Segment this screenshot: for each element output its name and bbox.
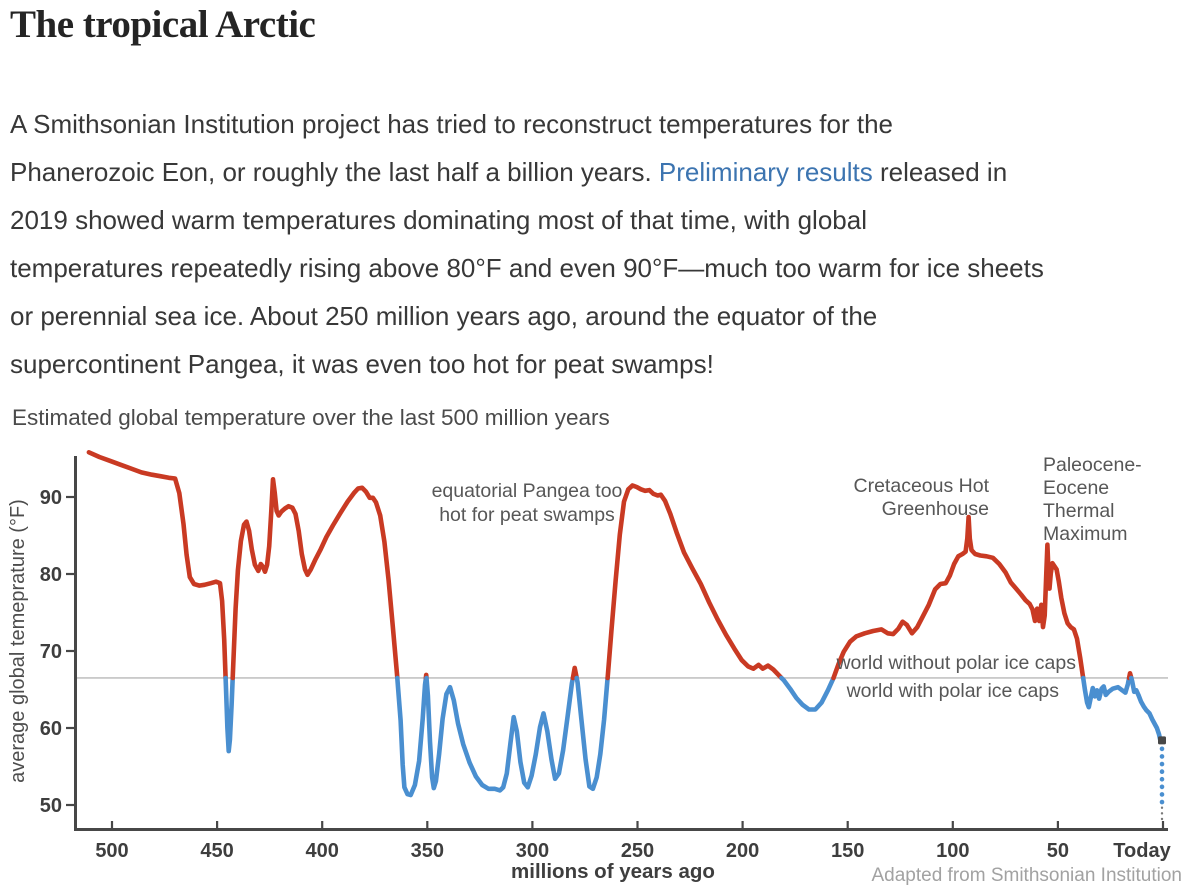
temperature-curve-warm-segment	[608, 486, 782, 679]
y-tick-label: 70	[39, 641, 62, 663]
temperature-curve-cool-segment	[226, 678, 233, 751]
temperature-curve-cool-segment	[427, 678, 573, 790]
temperature-curve-warm-segment	[89, 452, 226, 678]
x-axis-label: millions of years ago	[511, 860, 715, 883]
paragraph-text: supercontinent Pangea, it was even too hot for peat swamps!	[10, 349, 714, 379]
annotation-petm: Paleocene-Eocene Thermal Maximum	[1043, 454, 1142, 545]
paragraph-line	[10, 100, 1185, 148]
annotation-no-ice-caps: world without polar ice caps	[836, 652, 1076, 674]
x-tick-label: 50	[1046, 840, 1070, 862]
paragraph-text: temperatures repeatedly rising above 80°F and even 90°F—much too warm for ice sheets	[10, 253, 1044, 283]
x-tick-label: 500	[95, 840, 129, 862]
temperature-curve-cool-segment	[1083, 678, 1129, 707]
temperature-curve-cool-segment	[1131, 678, 1160, 741]
temperature-curve-cool-segment	[397, 678, 426, 795]
page-title: The tropical Arctic	[10, 3, 316, 46]
preliminary-results-link[interactable]: Preliminary results	[658, 157, 873, 187]
y-tick-label: 50	[39, 795, 62, 817]
attribution: Adapted from Smithsonian Institution	[871, 865, 1182, 886]
paragraph-line	[10, 340, 1185, 388]
intro-paragraph	[10, 100, 1185, 388]
annotation-pangea: equatorial Pangea too hot for peat swamps	[431, 480, 623, 526]
x-tick-label: 200	[725, 840, 760, 862]
x-tick-label: 250	[620, 840, 655, 862]
x-tick-label: 350	[410, 840, 444, 862]
y-tick-label: 90	[39, 487, 62, 509]
y-axis-label: average global temeprature (°F)	[7, 499, 29, 783]
paragraph-line	[10, 196, 1185, 244]
temperature-curve-cool-segment	[782, 678, 834, 710]
x-tick-label: 400	[305, 840, 339, 862]
paragraph-line	[10, 244, 1185, 292]
paragraph-text: Phanerozoic Eon, or roughly the last half a billion years.	[10, 157, 659, 187]
annotation-ice-caps: world with polar ice caps	[846, 680, 1059, 702]
paragraph-text: or perennial sea ice. About 250 million years ago, around the equator of the	[10, 301, 878, 331]
temperature-curve-cool-segment	[577, 678, 608, 789]
paragraph-line	[10, 292, 1185, 340]
x-tick-label: 150	[831, 840, 865, 862]
paragraph-text: 2019 showed warm temperatures dominating most of that time, with global	[10, 205, 867, 235]
paragraph-text: A Smithsonian Institution project has tried to reconstruct temperatures for the	[10, 109, 893, 139]
temperature-chart-canvas	[0, 432, 1185, 893]
y-tick-label: 80	[39, 564, 62, 586]
x-tick-label: 300	[515, 840, 550, 862]
y-tick-label: 60	[39, 718, 62, 740]
paragraph-text: released in	[872, 157, 1008, 187]
x-tick-label: 100	[936, 840, 970, 862]
annotation-cretaceous: Cretaceous Hot Greenhouse	[853, 475, 989, 520]
temperature-curve-warm-segment	[233, 479, 398, 678]
today-temperature-marker	[1158, 736, 1166, 744]
paragraph-line	[10, 148, 1185, 196]
x-tick-label: Today	[1113, 840, 1171, 862]
x-tick-label: 450	[200, 840, 234, 862]
chart-title: Estimated global temperature over the last 500 million years	[12, 405, 610, 430]
temperature-chart-figure	[0, 400, 1185, 893]
